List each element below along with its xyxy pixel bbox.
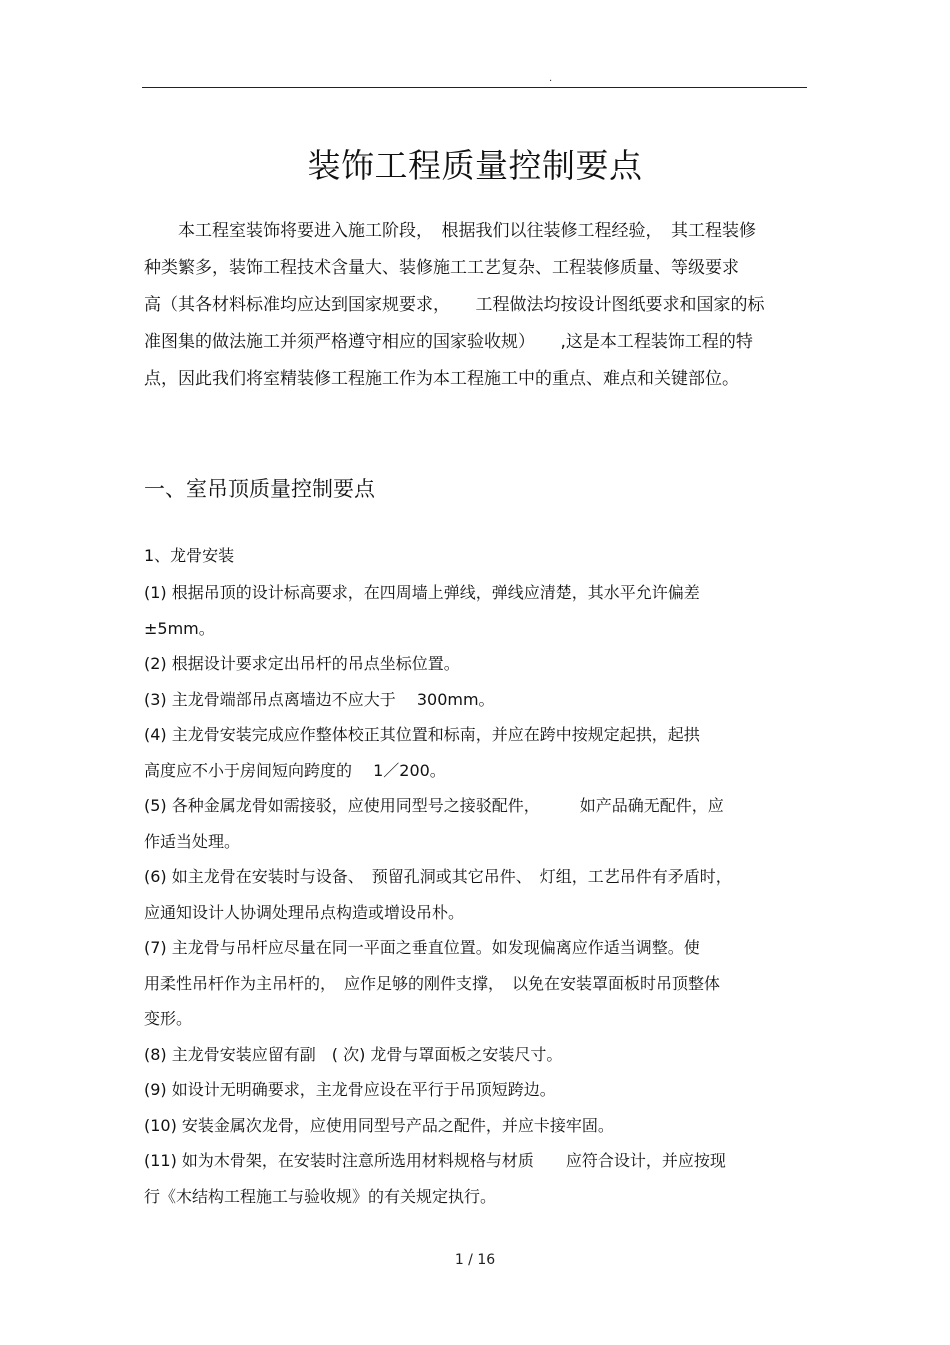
list-item: [144, 682, 806, 718]
subsection-heading: 1、龙骨安装: [144, 546, 235, 565]
list-item-line: 高度应不小于房间短向跨度的 1／200。: [144, 760, 446, 780]
list-item: [144, 930, 806, 1037]
list-item-line: 行《木结构工程施工与验收规》的有关规定执行。: [144, 1186, 497, 1206]
list-item-line: (1) 根据吊顶的设计标高要求，在四周墙上弹线，弹线应清楚，其水平允许偏差: [144, 583, 700, 602]
list-item-line: (4) 主龙骨安装完成应作整体校正其位置和标南，并应在跨中按规定起拱，起拱: [144, 725, 700, 744]
list-item-line: (3) 主龙骨端部吊点离墙边不应大于 300mm。: [144, 689, 495, 709]
list-item-line: 作适当处理。: [144, 831, 241, 851]
list-item: [144, 575, 806, 646]
list-item: [144, 1072, 806, 1108]
page-title: 装饰工程质量控制要点: [307, 146, 643, 185]
list-item: [144, 646, 806, 682]
list-item-line: (6) 如主龙骨在安装时与设备、 预留孔洞或其它吊件、 灯组，工艺吊件有矛盾时，: [144, 867, 732, 886]
header-rule: [142, 87, 807, 88]
list-item-line: (10) 安装金属次龙骨，应使用同型号产品之配件，并应卡接牢固。: [144, 1115, 614, 1135]
requirement-list: [144, 575, 806, 1214]
list-item: [144, 717, 806, 788]
list-item-line: 应通知设计人协调处理吊点构造或增设吊朴。: [144, 902, 465, 922]
intro-line: 种类繁多，装饰工程技术含量大、装修施工工艺复杂、工程装修质量、等级要求: [144, 258, 739, 278]
list-item-line: ±5mm。: [144, 618, 215, 638]
list-item-line: (11) 如为木骨架，在安装时注意所选用材料规格与材质 应符合设计，并应按现: [144, 1151, 726, 1170]
list-item: [144, 1143, 806, 1214]
intro-line: 高（其各材料标准均应达到国家规要求， 工程做法均按设计图纸要求和国家的标: [144, 295, 765, 315]
list-item-line: (5) 各种金属龙骨如需接驳，应使用同型号之接驳配件， 如产品确无配件，应: [144, 796, 724, 815]
section-heading: 一、室吊顶质量控制要点: [144, 477, 375, 501]
list-item: [144, 1037, 806, 1073]
list-item: [144, 788, 806, 859]
page-number: 1 / 16: [454, 1252, 496, 1268]
header-mark: .: [549, 73, 553, 84]
list-item-line: (2) 根据设计要求定出吊杆的吊点坐标位置。: [144, 654, 460, 673]
list-item-line: (9) 如设计无明确要求，主龙骨应设在平行于吊顶短跨边。: [144, 1080, 556, 1099]
list-item-line: (7) 主龙骨与吊杆应尽量在同一平面之垂直位置。如发现偏离应作适当调整。使: [144, 938, 700, 957]
list-item-line: (8) 主龙骨安装应留有副 ( 次) 龙骨与罩面板之安装尺寸。: [144, 1044, 563, 1064]
intro-line: 本工程室装饰将要进入施工阶段， 根据我们以往装修工程经验， 其工程装修: [144, 221, 756, 241]
list-item: [144, 859, 806, 930]
list-item-line: 用柔性吊杆作为主吊杆的， 应作足够的刚件支撑， 以免在安装罩面板时吊顶整体: [144, 973, 721, 993]
intro-line: 准图集的做法施工并须严格遵守相应的国家验收规） ,这是本工程装饰工程的特: [144, 332, 753, 352]
list-item-line: 变形。: [144, 1009, 193, 1028]
intro-line: 点，因此我们将室精装修工程施工作为本工程施工中的重点、难点和关键部位。: [144, 369, 739, 389]
list-item: [144, 1108, 806, 1144]
intro-paragraph: [144, 213, 806, 398]
